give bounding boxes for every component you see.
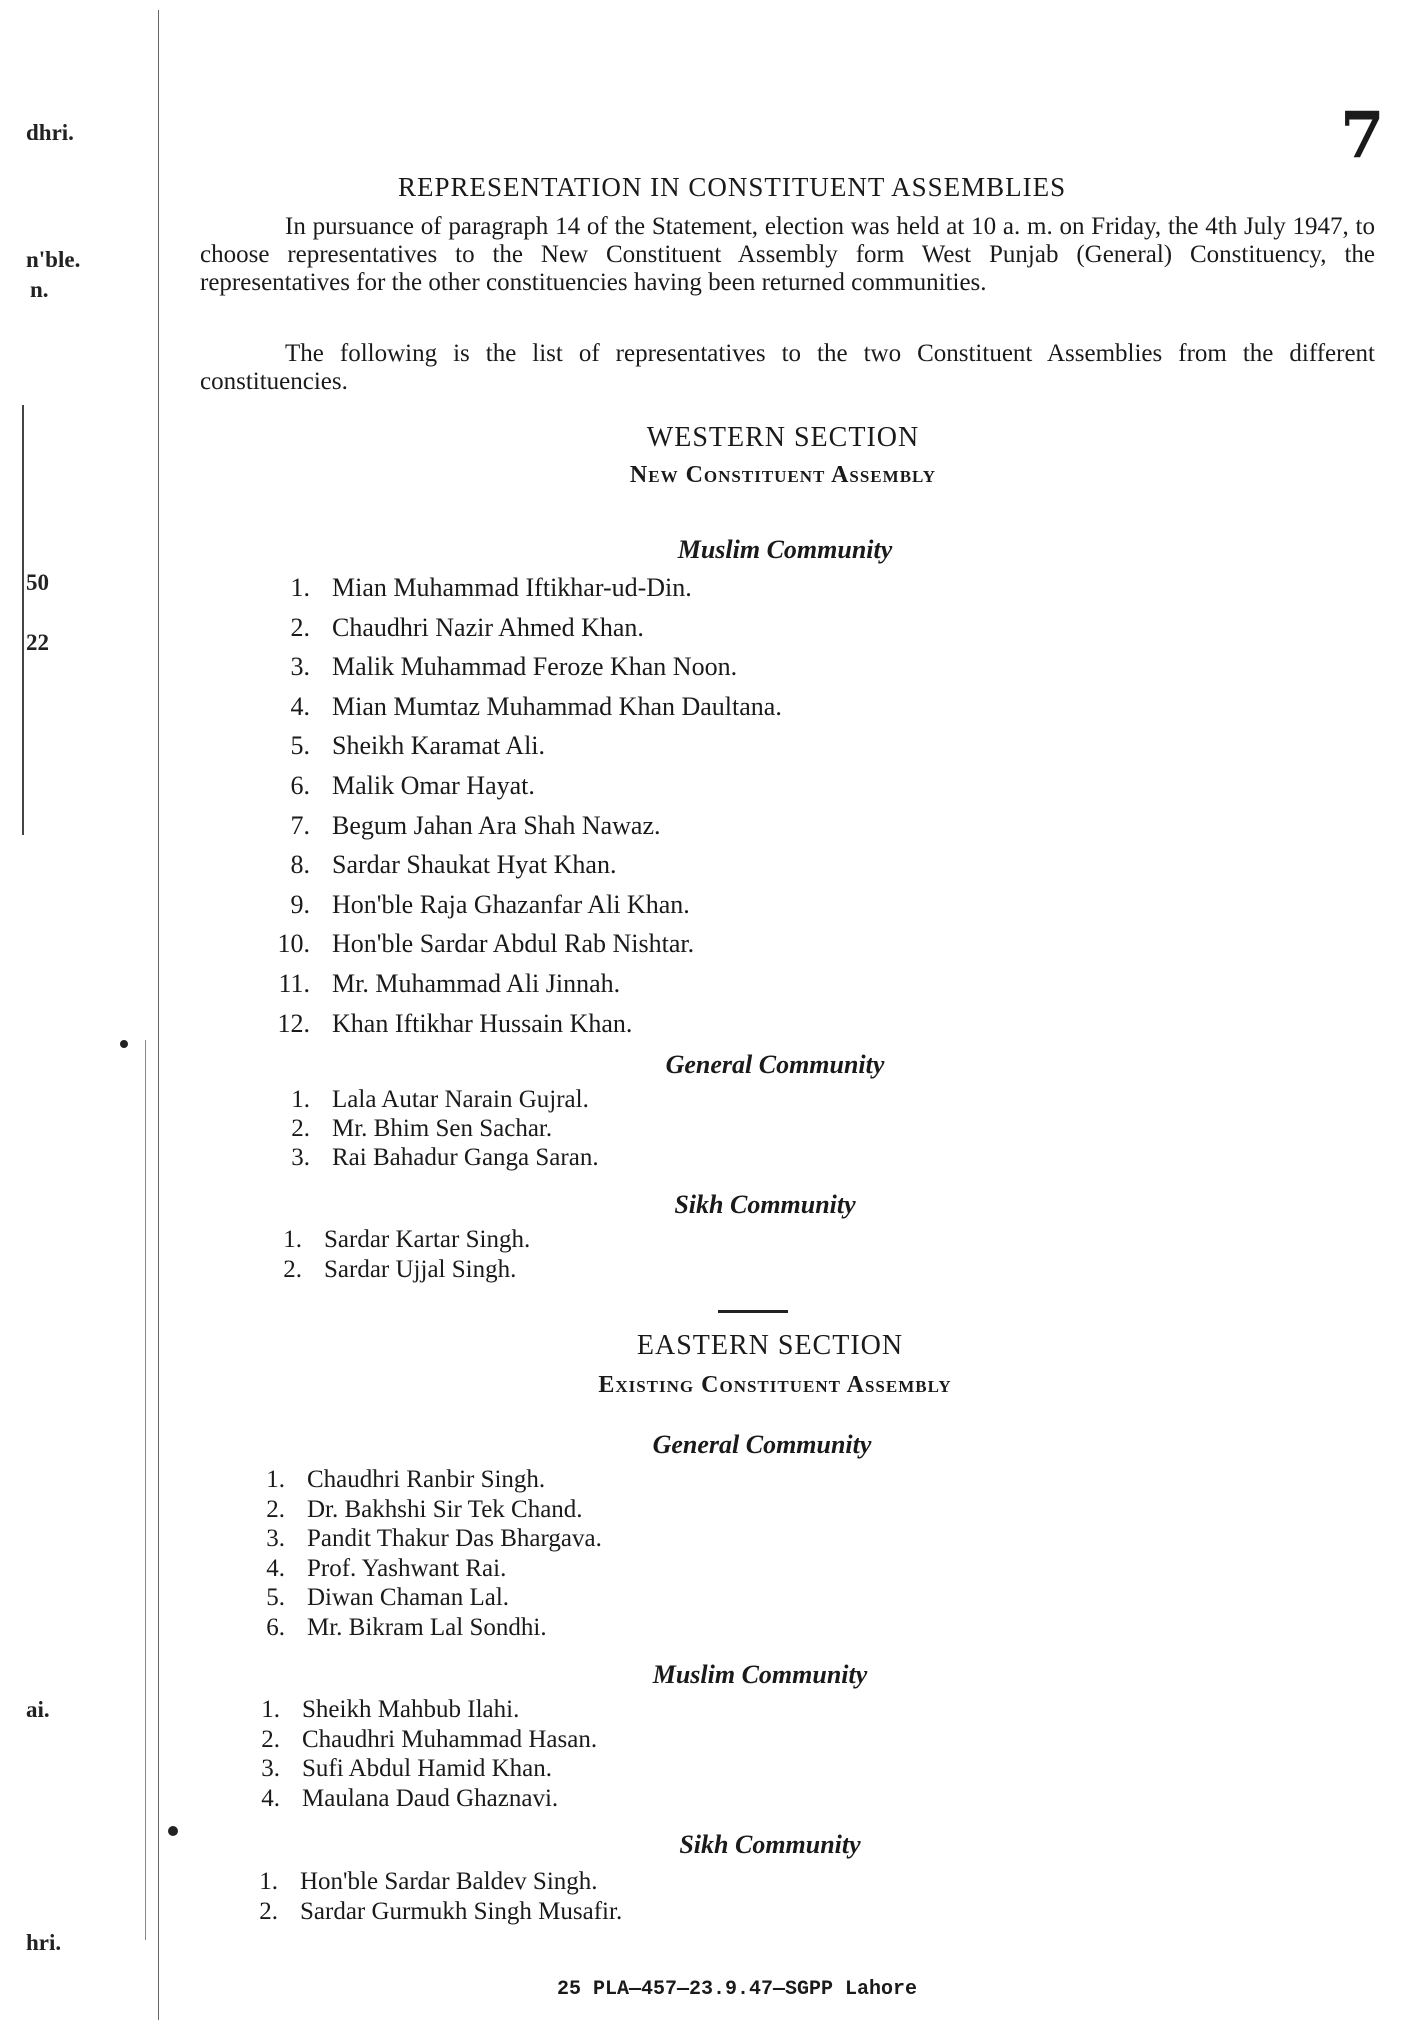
member-number: 6. [290,770,310,800]
member-number: 2. [266,1495,285,1523]
page-title: REPRESENTATION IN CONSTITUENT ASSEMBLIES [398,172,1067,202]
member-name: Sufi Abdul Hamid Khan. [302,1755,552,1782]
member-name: Prof. Yashwant Rai. [307,1554,507,1582]
member-list-western-muslim [270,568,782,1043]
member-name: Sardar Shaukat Hyat Khan. [332,850,617,880]
member-item [240,1784,597,1814]
member-name: Sheikh Karamat Ali. [332,731,546,761]
member-name: Mr. Bikram Lal Sondhi. [307,1613,547,1641]
member-name: Hon'ble Raja Ghazanfar Ali Khan. [332,889,690,919]
member-item [270,766,782,806]
member-item [270,1085,599,1114]
margin-fragment: ai. [26,1697,50,1722]
margin-fragment: hri. [26,1930,62,1955]
member-number: 9. [290,889,310,919]
ink-speck [168,1826,178,1836]
member-item [270,885,782,925]
member-item [245,1613,602,1643]
member-item [270,806,782,846]
member-number: 7. [290,810,310,840]
member-name: Malik Muhammad Feroze Khan Noon. [332,652,738,682]
member-number: 1. [283,1226,302,1253]
member-item [270,687,782,727]
member-item [262,1255,530,1285]
page-number: 7 [1340,98,1385,173]
member-name: Chaudhri Muhammad Hasan. [302,1725,598,1753]
ink-speck [120,1040,128,1048]
member-number: 2. [259,1898,278,1925]
member-number: 3. [291,1144,310,1171]
member-name: Sardar Ujjal Singh. [324,1256,517,1283]
member-item [245,1583,602,1613]
member-number: 4. [261,1784,280,1812]
member-name: Sheikh Mahbub Ilahi. [302,1696,520,1723]
member-item [240,1725,597,1755]
member-name: Begum Jahan Ara Shah Nawaz. [332,810,661,840]
member-list-western-sikh [262,1225,530,1285]
member-number: 1. [266,1466,285,1493]
member-item [270,726,782,766]
member-name: Chaudhri Nazir Ahmed Khan. [332,612,644,642]
margin-fragment: 50 [26,570,49,595]
section-heading-eastern: EASTERN SECTION [636,1330,904,1361]
member-name: Pandit Thakur Das Bhargava. [307,1525,602,1552]
member-name: Mian Muhammad Iftikhar-ud-Din. [332,573,692,602]
member-list-eastern-muslim [240,1695,597,1813]
member-item [245,1554,602,1584]
community-heading-sikh: Sikh Community [674,1190,856,1219]
subheading-new-assembly: New Constituent Assembly [629,462,937,488]
member-name: Mian Mumtaz Muhammad Khan Daultana. [332,691,782,721]
member-number: 4. [290,691,310,721]
member-number: 2. [261,1725,280,1753]
community-heading-muslim: Muslim Community [652,1660,868,1689]
member-number: 5. [266,1584,285,1611]
member-number: 5. [290,731,310,761]
margin-fragment: dhri. [26,120,74,145]
member-name: Malik Omar Hayat. [332,770,535,800]
member-number: 1. [261,1696,280,1723]
margin-fragment: n. [30,277,49,302]
member-number: 3. [261,1755,280,1782]
member-number: 2. [291,1115,310,1142]
subheading-existing-assembly: Existing Constituent Assembly [598,1372,952,1398]
member-number: 2. [283,1256,302,1283]
intro-paragraph: In pursuance of paragraph 14 of the Statement, election was held at 10 a. m. on Friday, the 4th July 1947, to choose representatives to the New Constituent Assembly form West Punjab (General) Constituency, the representatives for the other constituencies having been returned communities. [200,213,1375,296]
section-divider [718,1310,788,1313]
member-number: 12. [277,1008,310,1038]
second-paragraph: The following is the list of representatives to the two Constituent Assemblies from the different constituencies. [200,340,1375,395]
member-number: 8. [290,850,310,880]
member-name: Mr. Muhammad Ali Jinnah. [332,968,621,998]
member-number: 6. [266,1613,285,1641]
member-name: Lala Autar Narain Gujral. [332,1086,589,1113]
member-item [245,1495,602,1525]
member-number: 1. [291,1086,310,1113]
member-number: 3. [266,1525,285,1552]
member-list-eastern-sikh [238,1867,622,1927]
member-number: 1. [259,1868,278,1895]
member-item [240,1754,597,1784]
member-name: Hon'ble Sardar Abdul Rab Nishtar. [332,929,695,959]
member-item [270,1143,599,1172]
member-item [270,845,782,885]
community-heading-muslim: Muslim Community [677,535,893,564]
member-number: 3. [290,652,310,682]
member-name: Hon'ble Sardar Baldev Singh. [300,1868,598,1895]
member-list-eastern-general [245,1465,602,1642]
member-item [270,1114,599,1143]
member-list-western-general [270,1085,599,1172]
member-number: 10. [277,929,310,959]
margin-fragment: n'ble. [26,247,81,272]
gutter-line [145,1040,146,1940]
member-item [270,1004,782,1044]
member-number: 11. [278,968,310,998]
member-item [238,1867,622,1897]
gutter-line [158,10,159,2020]
community-heading-general: General Community [652,1430,872,1459]
member-name: Rai Bahadur Ganga Saran. [332,1144,599,1171]
member-name: Diwan Chaman Lal. [307,1584,510,1611]
member-name: Chaudhri Ranbir Singh. [307,1466,546,1493]
member-number: 2. [290,612,310,642]
member-item [270,568,782,608]
member-name: Sardar Gurmukh Singh Musafir. [300,1898,623,1925]
member-number: 1. [290,573,310,602]
member-item [240,1695,597,1725]
margin-fragment: 22 [26,630,49,655]
member-item [270,964,782,1004]
member-item [245,1524,602,1554]
member-item [238,1897,622,1927]
member-name: Maulana Daud Ghaznavi. [302,1784,559,1812]
member-name: Sardar Kartar Singh. [324,1226,531,1253]
member-item [245,1465,602,1495]
gutter-line [22,405,24,835]
member-item [270,608,782,648]
member-item [270,924,782,964]
printer-imprint: 25 PLA—457—23.9.47—SGPP Lahore [557,1978,918,2001]
member-name: Mr. Bhim Sen Sachar. [332,1115,553,1142]
member-name: Khan Iftikhar Hussain Khan. [332,1008,633,1038]
member-item [262,1225,530,1255]
community-heading-general: General Community [665,1050,885,1079]
member-name: Dr. Bakhshi Sir Tek Chand. [307,1495,583,1523]
member-number: 4. [266,1554,285,1582]
member-item [270,647,782,687]
section-heading-western: WESTERN SECTION [646,422,920,453]
community-heading-sikh: Sikh Community [679,1830,861,1859]
